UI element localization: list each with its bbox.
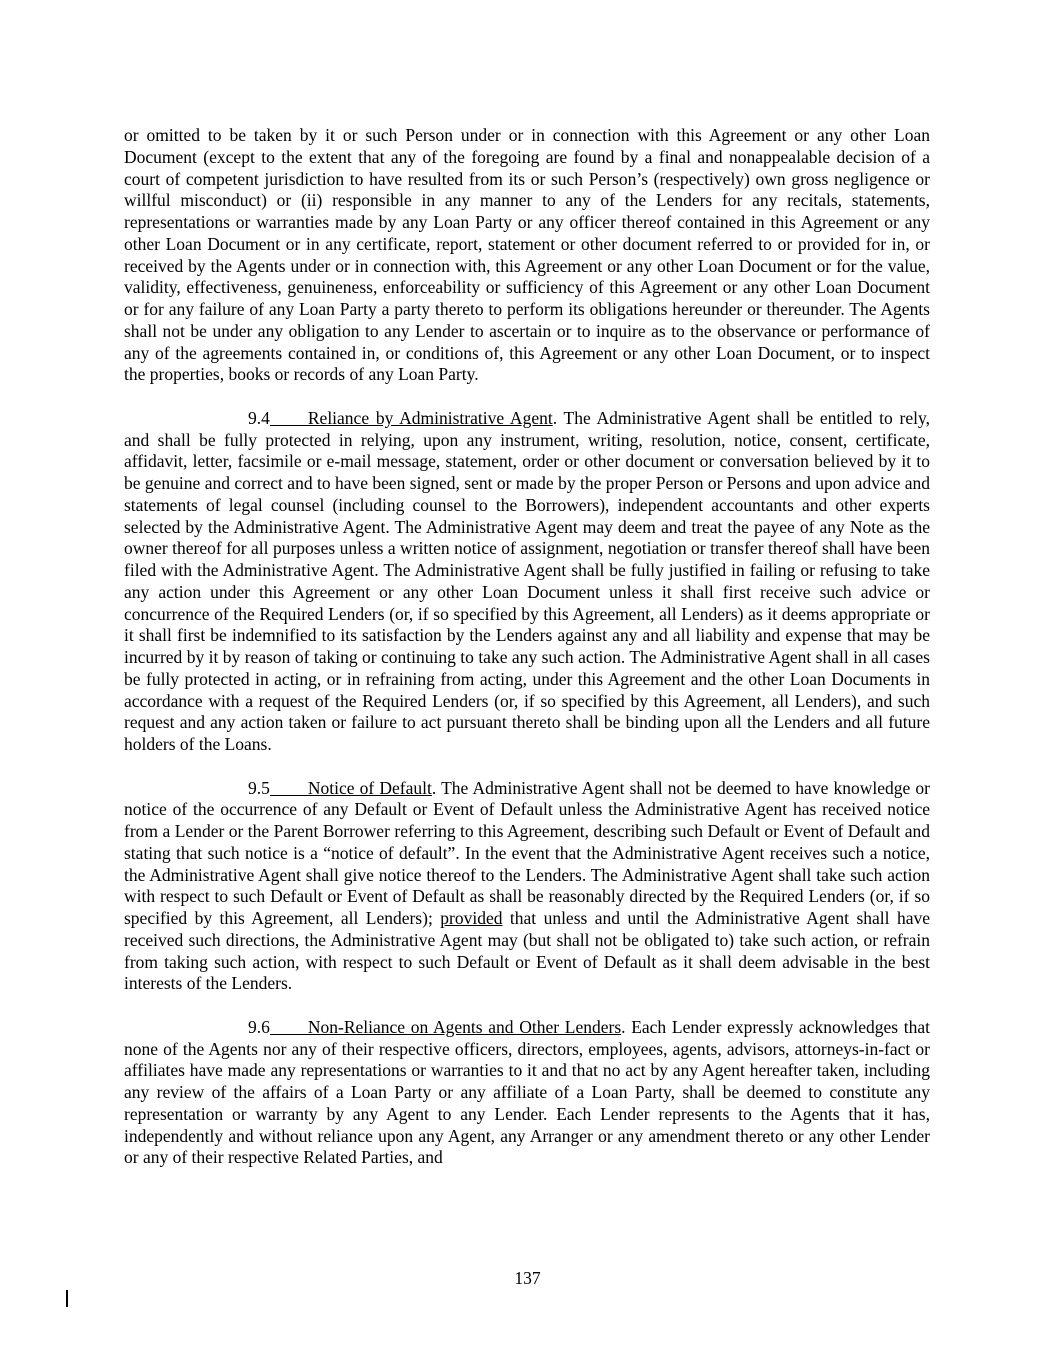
- section-9-5-heading: Notice of Default: [307, 777, 432, 798]
- section-9-6-heading: Non-Reliance on Agents and Other Lenders: [307, 1016, 622, 1037]
- section-9-6-body: . Each Lender expressly acknowledges that none of the Agents nor any of their respective officers, directors, employees, agents, advisors, attorneys-in-fact or affiliates have made any representations or warranties to it and that no act by any Agent hereafter taken, including any review of the affairs of a Loan Party or any affiliate of a Loan Party, shall be deemed to constitute any representation or warranty by any Agent to any Lender. Each Lender represents to the Agents that it has, independently and without reliance upon any Agent, any Arranger or any amendment thereto or any other Lender or any of their respective Related Parties, and: [124, 1016, 930, 1168]
- section-9-5-tab-underline: [270, 781, 308, 796]
- section-9-6: [124, 1017, 930, 1169]
- section-9-4-number: 9.4: [248, 407, 270, 428]
- section-9-5-provided: provided: [440, 908, 503, 928]
- revision-change-bar: [66, 1290, 68, 1307]
- section-9-6-tab-underline: [270, 1020, 308, 1035]
- section-9-4-body: . The Administrative Agent shall be entitled to rely, and shall be fully protected in relying, upon any instrument, writing, resolution, notice, consent, certificate, affidavit, letter, facsimile or e-mail message, statement, order or other document or conversation believed by it to be genuine and correct and to have been signed, sent or made by the proper Person or Persons and upon advice and statements of legal counsel (including counsel to the Borrowers), independent accountants and other experts selected by the Administrative Agent. The Administrative Agent may deem and treat the payee of any Note as the owner thereof for all purposes unless a written notice of assignment, negotiation or transfer thereof shall have been filed with the Administrative Agent. The Administrative Agent shall be fully justified in failing or refusing to take any action under this Agreement or any other Loan Document unless it shall first receive such advice or concurrence of the Required Lenders (or, if so specified by this Agreement, all Lenders) as it deems appropriate or it shall first be indemnified to its satisfaction by the Lenders against any and all liability and expense that may be incurred by it by reason of taking or continuing to take any such action. The Administrative Agent shall in all cases be fully protected in acting, or in refraining from acting, under this Agreement and the other Loan Documents in accordance with a request of the Required Lenders (or, if so specified by this Agreement, all Lenders), and such request and any action taken or failure to act pursuant thereto shall be binding upon all the Lenders and all future holders of the Loans.: [124, 407, 930, 754]
- section-9-5-body-after: that unless and until the Administrative Agent shall have received such directions, the Administrative Agent may (but shall not be obligated to) take such action, or refrain from taking such action, with respect to such Default or Event of Default as it shall deem advisable in the best interests of the Lenders.: [124, 908, 930, 994]
- section-9-5-number: 9.5: [248, 777, 270, 798]
- document-page: [124, 125, 930, 1191]
- section-9-5-body-before: . The Administrative Agent shall not be deemed to have knowledge or notice of the occurrence of any Default or Event of Default unless the Administrative Agent has received notice from a Lender or the Parent Borrower referring to this Agreement, describing such Default or Event of Default and stating that such notice is a “notice of default”. In the event that the Administrative Agent receives such a notice, the Administrative Agent shall give notice thereof to the Lenders. The Administrative Agent shall take such action with respect to such Default or Event of Default as shall be reasonably directed by the Required Lenders (or, if so specified by this Agreement, all Lenders);: [124, 777, 930, 928]
- section-9-4-tab-underline: [270, 411, 308, 426]
- section-9-4-heading: Reliance by Administrative Agent: [307, 407, 553, 428]
- section-9-6-number: 9.6: [248, 1016, 270, 1037]
- page-number: 137: [514, 1268, 541, 1288]
- section-9-5: [124, 778, 930, 996]
- intro-paragraph: or omitted to be taken by it or such Person under or in connection with this Agreement or any other Loan Document (except to the extent that any of the foregoing are found by a final and nonappealable decision of a court of competent jurisdiction to have resulted from its or such Person’s (respectively) own gross negligence or willful misconduct) or (ii) responsible in any manner to any of the Lenders for any recitals, statements, representations or warranties made by any Loan Party or any officer thereof contained in this Agreement or any other Loan Document or in any certificate, report, statement or other document referred to or provided for in, or received by the Agents under or in connection with, this Agreement or any other Loan Document or for the value, validity, effectiveness, genuineness, enforceability or sufficiency of this Agreement or any other Loan Document or for any failure of any Loan Party a party thereto to perform its obligations hereunder or thereunder. The Agents shall not be under any obligation to any Lender to ascertain or to inquire as to the observance or performance of any of the agreements contained in, or conditions of, this Agreement or any other Loan Document, or to inspect the properties, books or records of any Loan Party.: [124, 125, 930, 385]
- section-9-4: [124, 408, 930, 756]
